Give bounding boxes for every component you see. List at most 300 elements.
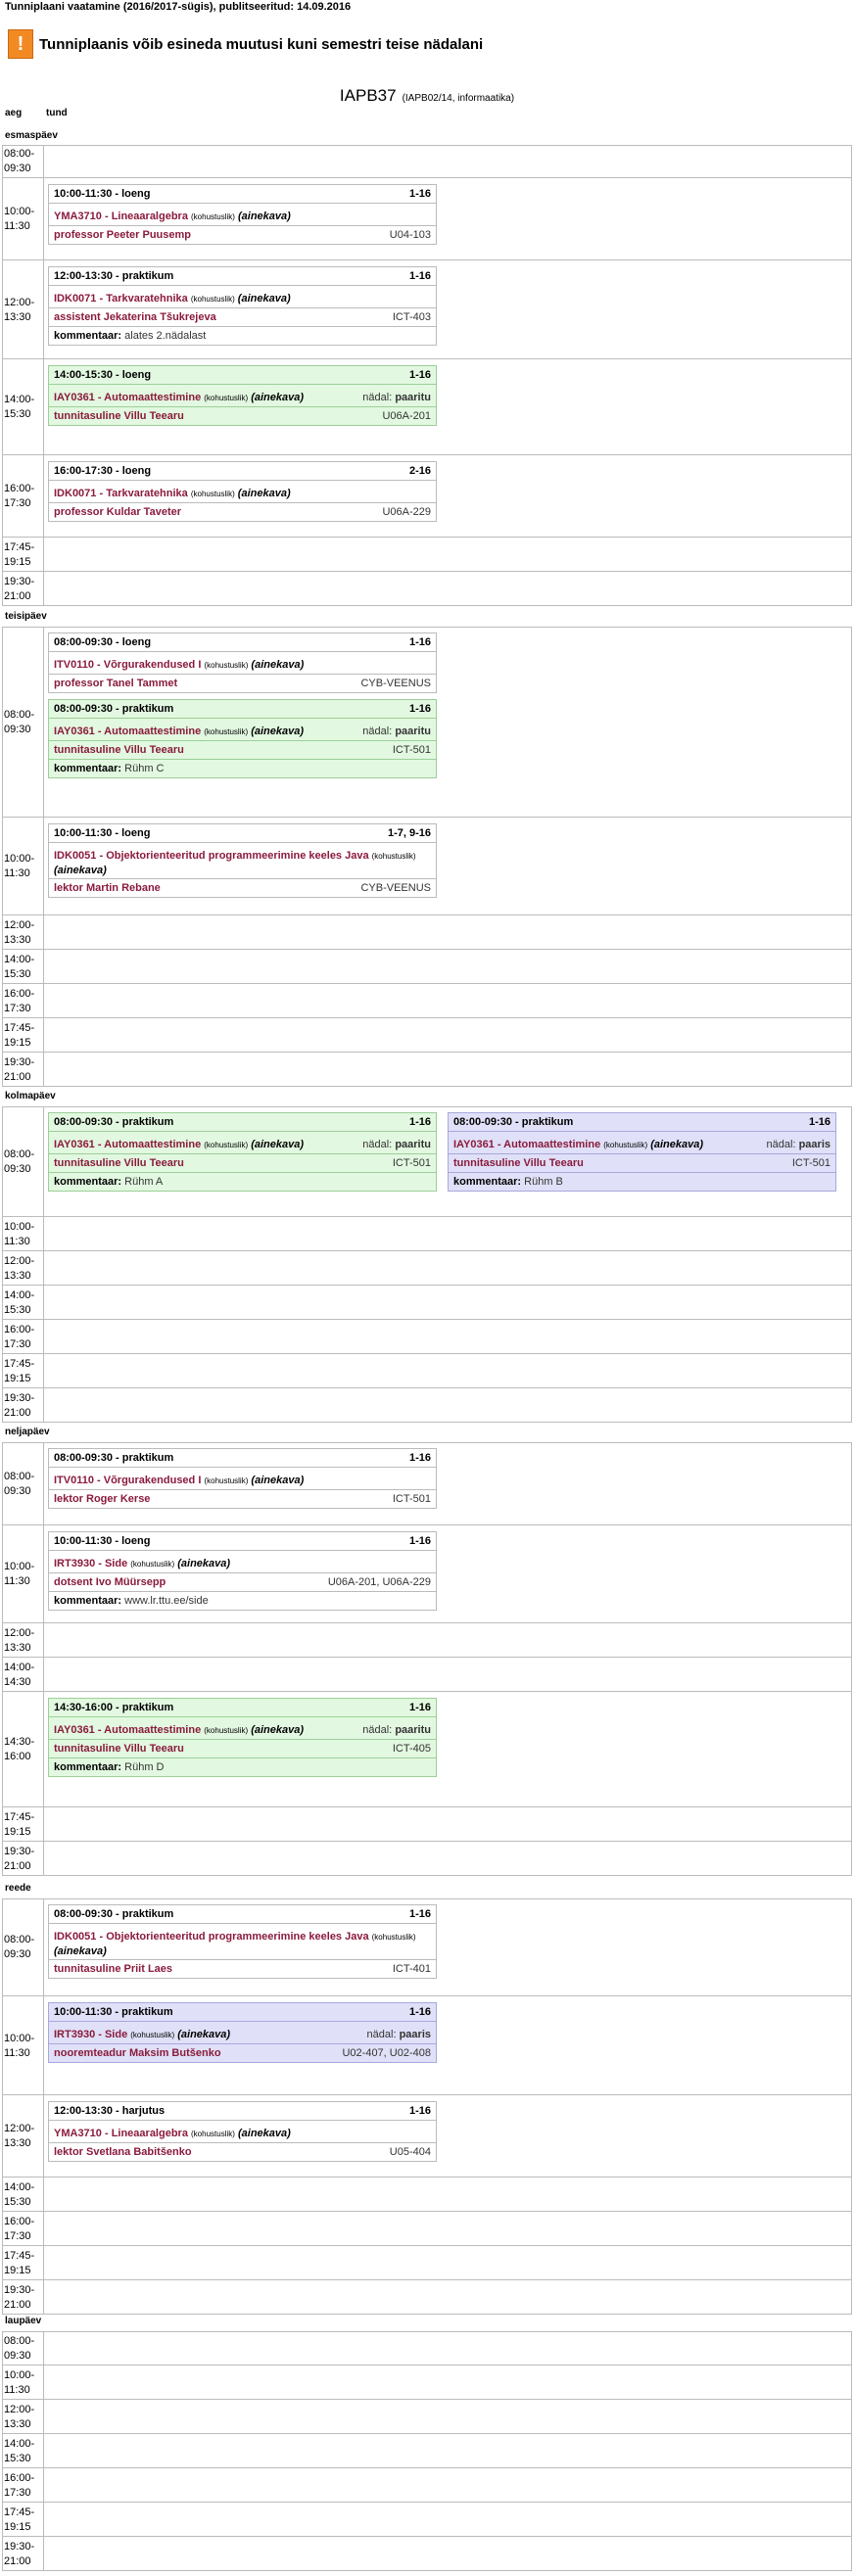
slot-time bbox=[4, 2212, 41, 2246]
slot-cell bbox=[43, 1658, 852, 1692]
lesson-teacher-row bbox=[49, 225, 436, 244]
slot-time bbox=[4, 1286, 41, 1320]
slot-cell bbox=[43, 950, 852, 984]
lesson-comment-row bbox=[49, 1172, 436, 1191]
slot-time bbox=[4, 145, 41, 178]
slot-time-text: 16:00- 17:30 bbox=[4, 2215, 35, 2242]
time-slot bbox=[2, 2331, 852, 2365]
obligatory-label: (kohustuslik) bbox=[130, 2031, 175, 2039]
slot-time bbox=[4, 1623, 41, 1658]
teacher-link[interactable]: assistent Jekaterina Tšukrejeva bbox=[54, 311, 216, 323]
day-label: esmaspäev bbox=[5, 130, 58, 141]
lesson-course-row bbox=[49, 2125, 436, 2142]
column-header-time: aeg bbox=[5, 108, 23, 118]
course-link[interactable]: IDK0051 - Objektorienteeritud programmeerimine keeles Java bbox=[54, 1931, 369, 1943]
teacher-link[interactable]: tunnitasuline Villu Teearu bbox=[54, 410, 184, 422]
slot-time bbox=[4, 915, 41, 950]
slot-cell bbox=[43, 1842, 852, 1876]
lesson-comment-row bbox=[49, 1757, 436, 1776]
slot-cell bbox=[43, 915, 852, 950]
room: U04-103 bbox=[389, 229, 431, 241]
time-slot bbox=[2, 1388, 852, 1423]
lesson-type: praktikum bbox=[121, 2006, 173, 2018]
lesson-time: 08:00-09:30 bbox=[453, 1116, 512, 1128]
lesson-time: 08:00-09:30 bbox=[54, 636, 113, 648]
teacher-link[interactable]: tunnitasuline Villu Teearu bbox=[54, 744, 184, 756]
comment-label: kommentaar: bbox=[54, 1595, 122, 1607]
separator: - bbox=[112, 2006, 122, 2018]
course-link[interactable]: YMA3710 - Lineaaralgebra bbox=[54, 2128, 188, 2139]
lesson-header bbox=[49, 1532, 436, 1550]
room: U05-404 bbox=[389, 2146, 431, 2158]
lesson-header bbox=[49, 2102, 436, 2120]
slot-cell bbox=[43, 2212, 852, 2246]
lesson-course-row bbox=[49, 1928, 436, 1959]
slot-time-text: 14:00- 15:30 bbox=[4, 953, 35, 980]
course-link[interactable]: ITV0110 - Võrgurakendused I bbox=[54, 659, 202, 671]
group-code: IAPB37 bbox=[339, 86, 397, 105]
room: U06A-201 bbox=[382, 410, 431, 422]
time-slot bbox=[2, 572, 852, 606]
week-label: nädal: bbox=[766, 1139, 796, 1150]
week-parity-value: paaritu bbox=[395, 726, 431, 737]
slot-time-text: 17:45- 19:15 bbox=[4, 1810, 35, 1838]
teacher-link[interactable]: professor Kuldar Taveter bbox=[54, 506, 182, 518]
comment-label: kommentaar: bbox=[54, 1761, 122, 1773]
lesson-card[interactable] bbox=[48, 823, 437, 898]
obligatory-label: (kohustuslik) bbox=[204, 1476, 249, 1485]
module-label: (ainekava) bbox=[251, 1724, 305, 1736]
course-link[interactable]: IRT3930 - Side bbox=[54, 2029, 128, 2040]
room: CYB-VEENUS bbox=[360, 882, 431, 894]
teacher-link[interactable]: tunnitasuline Priit Laes bbox=[54, 1963, 173, 1975]
module-label: (ainekava) bbox=[251, 1139, 305, 1150]
slot-time-text: 14:00- 15:30 bbox=[4, 394, 35, 420]
course-link[interactable]: IRT3930 - Side bbox=[54, 1558, 128, 1569]
time-slot bbox=[2, 2178, 852, 2212]
time-slot bbox=[2, 1354, 852, 1388]
lesson-card[interactable] bbox=[48, 365, 437, 426]
teacher-link[interactable]: tunnitasuline Villu Teearu bbox=[54, 1743, 184, 1755]
slot-cell bbox=[43, 1217, 852, 1251]
slot-time-text: 08:00- 09:30 bbox=[4, 708, 35, 735]
slot-time bbox=[4, 2095, 41, 2178]
slot-cell bbox=[43, 1320, 852, 1354]
lesson-time: 08:00-09:30 bbox=[54, 1908, 113, 1920]
warning-text: Tunniplaanis võib esineda muutusi kuni semestri teise nädalani bbox=[39, 35, 484, 53]
time-slot bbox=[2, 2400, 852, 2434]
course-link[interactable]: IDK0071 - Tarkvaratehnika bbox=[54, 488, 188, 499]
obligatory-label: (kohustuslik) bbox=[204, 1726, 249, 1735]
time-slot bbox=[2, 1217, 852, 1251]
time-slot bbox=[2, 984, 852, 1018]
lesson-weeks: 1-16 bbox=[408, 1452, 431, 1464]
lesson-time: 14:00-15:30 bbox=[54, 369, 113, 381]
time-slot bbox=[2, 2212, 852, 2246]
teacher-link[interactable]: tunnitasuline Villu Teearu bbox=[54, 1157, 184, 1169]
slot-time-text: 10:00- 11:30 bbox=[4, 1561, 35, 1587]
lesson-type: loeng bbox=[121, 827, 151, 839]
lesson-time: 10:00-11:30 bbox=[54, 188, 113, 200]
lesson-type: praktikum bbox=[121, 270, 174, 282]
lesson-time: 10:00-11:30 bbox=[54, 2006, 113, 2018]
slot-time bbox=[4, 572, 41, 606]
separator: - bbox=[112, 827, 122, 839]
lesson-header bbox=[49, 1113, 436, 1131]
slot-cell bbox=[43, 2331, 852, 2365]
comment-label: kommentaar: bbox=[54, 1176, 122, 1188]
lesson-type: loeng bbox=[121, 369, 152, 381]
group-title bbox=[0, 86, 854, 106]
slot-time bbox=[4, 2331, 41, 2365]
slot-time-text: 08:00- 09:30 bbox=[4, 1147, 35, 1175]
lesson-card[interactable] bbox=[48, 699, 437, 778]
slot-time-text: 10:00- 11:30 bbox=[4, 2032, 35, 2059]
module-label: (ainekava) bbox=[237, 2128, 291, 2139]
slot-cell bbox=[43, 1053, 852, 1087]
time-slot bbox=[2, 1842, 852, 1876]
lesson-card[interactable] bbox=[48, 1904, 437, 1979]
separator: - bbox=[112, 188, 122, 200]
comment-value: Rühm A bbox=[124, 1176, 164, 1188]
room: ICT-501 bbox=[392, 1493, 431, 1505]
slot-time bbox=[4, 2503, 41, 2537]
obligatory-label: (kohustuslik) bbox=[204, 394, 249, 402]
lesson-time: 10:00-11:30 bbox=[54, 1535, 113, 1547]
slot-cell bbox=[43, 538, 852, 572]
lesson-header bbox=[449, 1113, 835, 1131]
module-label: (ainekava) bbox=[237, 211, 291, 222]
lesson-teacher-row bbox=[49, 2142, 436, 2161]
lesson-time: 16:00-17:30 bbox=[54, 465, 113, 477]
room: CYB-VEENUS bbox=[360, 678, 431, 689]
time-slot bbox=[2, 2280, 852, 2315]
week-parity-value: paaris bbox=[399, 2029, 431, 2040]
module-label: (ainekava) bbox=[251, 1475, 305, 1486]
lesson-teacher-row bbox=[49, 674, 436, 692]
slot-cell bbox=[43, 2178, 852, 2212]
day-label: teisipäev bbox=[5, 611, 47, 622]
lesson-type: loeng bbox=[121, 188, 151, 200]
slot-time bbox=[4, 1251, 41, 1286]
slot-time-text: 17:45- 19:15 bbox=[4, 540, 35, 568]
slot-cell bbox=[43, 1251, 852, 1286]
lesson-teacher-row bbox=[49, 502, 436, 521]
separator: - bbox=[112, 369, 122, 381]
lesson-type: praktikum bbox=[121, 1702, 174, 1713]
obligatory-label: (kohustuslik) bbox=[130, 1560, 175, 1569]
slot-time bbox=[4, 359, 41, 455]
time-slot bbox=[2, 1658, 852, 1692]
lesson-weeks: 1-16 bbox=[408, 2006, 431, 2018]
slot-cell bbox=[43, 1807, 852, 1842]
time-slot bbox=[2, 2365, 852, 2400]
separator: - bbox=[112, 1116, 122, 1128]
lesson-time: 10:00-11:30 bbox=[54, 827, 113, 839]
lesson-teacher-row bbox=[449, 1153, 835, 1172]
lesson-teacher-row bbox=[49, 1739, 436, 1757]
lesson-card[interactable] bbox=[448, 1112, 836, 1192]
lesson-type: praktikum bbox=[121, 1452, 174, 1464]
week-label: nädal: bbox=[362, 1724, 393, 1736]
course-link[interactable]: IAY0361 - Automaattestimine bbox=[54, 392, 202, 403]
slot-time bbox=[4, 1354, 41, 1388]
comment-value: www.lr.ttu.ee/side bbox=[124, 1595, 209, 1607]
lesson-teacher-row bbox=[49, 1572, 436, 1591]
lesson-course-row bbox=[449, 1136, 835, 1153]
lesson-card[interactable] bbox=[48, 2002, 437, 2063]
time-slot bbox=[2, 1623, 852, 1658]
slot-time bbox=[4, 2537, 41, 2571]
lesson-course-row bbox=[49, 847, 436, 878]
slot-time-text: 08:00- 09:30 bbox=[4, 1934, 35, 1960]
module-label: (ainekava) bbox=[54, 865, 107, 876]
slot-cell bbox=[43, 2365, 852, 2400]
lesson-type: loeng bbox=[121, 465, 152, 477]
time-slot bbox=[2, 2537, 852, 2571]
comment-value: Rühm C bbox=[124, 763, 165, 774]
slot-time-text: 17:45- 19:15 bbox=[4, 2249, 35, 2276]
lesson-course-row bbox=[49, 290, 436, 307]
slot-time bbox=[4, 1106, 41, 1217]
module-label: (ainekava) bbox=[54, 1945, 107, 1957]
course-link[interactable]: IDK0051 - Objektorienteeritud programmeerimine keeles Java bbox=[54, 850, 369, 862]
time-slot bbox=[2, 1018, 852, 1053]
time-slot bbox=[2, 1320, 852, 1354]
lesson-card[interactable] bbox=[48, 1698, 437, 1777]
separator: - bbox=[112, 636, 122, 648]
slot-cell bbox=[43, 2468, 852, 2503]
lesson-course-row bbox=[49, 389, 436, 406]
slot-cell bbox=[43, 2537, 852, 2571]
course-link[interactable]: IAY0361 - Automaattestimine bbox=[54, 1724, 202, 1736]
comment-value: Rühm D bbox=[124, 1761, 165, 1773]
lesson-time: 08:00-09:30 bbox=[54, 1452, 113, 1464]
slot-time bbox=[4, 1525, 41, 1623]
lesson-teacher-row bbox=[49, 1959, 436, 1978]
lesson-teacher-row bbox=[49, 1153, 436, 1172]
slot-time bbox=[4, 950, 41, 984]
time-slot bbox=[2, 145, 852, 178]
page-header: Tunniplaani vaatamine (2016/2017-sügis), publitseeritud: 14.09.2016 bbox=[5, 1, 352, 13]
room: U06A-229 bbox=[382, 506, 431, 518]
course-link[interactable]: IAY0361 - Automaattestimine bbox=[54, 726, 202, 737]
slot-time-text: 14:00- 15:30 bbox=[4, 2437, 35, 2464]
slot-time-text: 19:30- 21:00 bbox=[4, 2283, 35, 2311]
slot-cell bbox=[43, 2246, 852, 2280]
time-slot bbox=[2, 1807, 852, 1842]
day-label: laupäev bbox=[5, 2316, 42, 2326]
course-link[interactable]: IDK0071 - Tarkvaratehnika bbox=[54, 293, 188, 304]
slot-time-text: 19:30- 21:00 bbox=[4, 1391, 35, 1419]
day-label: kolmapäev bbox=[5, 1091, 56, 1101]
lesson-course-row bbox=[49, 1555, 436, 1572]
lesson-card[interactable] bbox=[48, 632, 437, 693]
slot-cell bbox=[43, 1286, 852, 1320]
obligatory-label: (kohustuslik) bbox=[204, 1141, 249, 1149]
lesson-card[interactable] bbox=[48, 1448, 437, 1509]
slot-time bbox=[4, 2178, 41, 2212]
slot-time-text: 19:30- 21:00 bbox=[4, 575, 35, 602]
lesson-course-row bbox=[49, 656, 436, 674]
slot-cell bbox=[43, 1388, 852, 1423]
slot-time bbox=[4, 818, 41, 915]
comment-label: kommentaar: bbox=[54, 330, 122, 342]
module-label: (ainekava) bbox=[650, 1139, 704, 1150]
teacher-link[interactable]: dotsent Ivo Müürsepp bbox=[54, 1576, 166, 1588]
lesson-header bbox=[49, 366, 436, 384]
lesson-type: praktikum bbox=[121, 703, 174, 715]
obligatory-label: (kohustuslik) bbox=[204, 727, 249, 736]
lesson-weeks: 2-16 bbox=[408, 465, 431, 477]
module-label: (ainekava) bbox=[177, 1558, 231, 1569]
lesson-comment-row bbox=[49, 759, 436, 777]
teacher-link[interactable]: nooremteadur Maksim Butšenko bbox=[54, 2047, 221, 2059]
lesson-time: 08:00-09:30 bbox=[54, 1116, 113, 1128]
lesson-type: praktikum bbox=[521, 1116, 574, 1128]
lesson-course-row bbox=[49, 723, 436, 740]
slot-time-text: 16:00- 17:30 bbox=[4, 483, 35, 509]
lesson-teacher-row bbox=[49, 406, 436, 425]
teacher-link[interactable]: tunnitasuline Villu Teearu bbox=[453, 1157, 584, 1169]
room: ICT-501 bbox=[791, 1157, 830, 1169]
lesson-card[interactable] bbox=[48, 1112, 437, 1192]
module-label: (ainekava) bbox=[251, 392, 305, 403]
week-parity bbox=[767, 1136, 830, 1153]
slot-time bbox=[4, 178, 41, 260]
room: U02-407, U02-408 bbox=[342, 2047, 431, 2059]
lesson-header bbox=[49, 185, 436, 203]
lesson-weeks: 1-16 bbox=[408, 1535, 431, 1547]
slot-time-text: 10:00- 11:30 bbox=[4, 2368, 35, 2396]
module-label: (ainekava) bbox=[177, 2029, 231, 2040]
teacher-link[interactable]: professor Peeter Puusemp bbox=[54, 229, 191, 241]
lesson-type: harjutus bbox=[121, 2105, 166, 2117]
week-label: nädal: bbox=[362, 726, 393, 737]
lesson-course-row bbox=[49, 1472, 436, 1489]
obligatory-label: (kohustuslik) bbox=[191, 212, 235, 221]
lesson-header bbox=[49, 267, 436, 285]
slot-time bbox=[4, 1692, 41, 1807]
room: ICT-405 bbox=[392, 1743, 431, 1755]
teacher-link[interactable]: lektor Roger Kerse bbox=[54, 1493, 151, 1505]
week-label: nädal: bbox=[362, 1139, 393, 1150]
slot-time bbox=[4, 1996, 41, 2095]
slot-time-text: 14:00- 14:30 bbox=[4, 1661, 35, 1688]
slot-time bbox=[4, 2365, 41, 2400]
lesson-weeks: 1-16 bbox=[808, 1116, 830, 1128]
obligatory-label: (kohustuslik) bbox=[371, 852, 416, 861]
slot-time-text: 08:00- 09:30 bbox=[4, 2334, 35, 2362]
slot-cell bbox=[43, 2280, 852, 2315]
lesson-header bbox=[49, 1699, 436, 1716]
lesson-card[interactable] bbox=[48, 461, 437, 522]
module-label: (ainekava) bbox=[251, 659, 305, 671]
lesson-weeks: 1-16 bbox=[408, 1908, 431, 1920]
obligatory-label: (kohustuslik) bbox=[204, 661, 249, 670]
separator: - bbox=[112, 2105, 122, 2117]
room: U06A-201, U06A-229 bbox=[327, 1576, 431, 1588]
week-parity bbox=[362, 1721, 431, 1739]
slot-time bbox=[4, 2434, 41, 2468]
slot-time-text: 19:30- 21:00 bbox=[4, 1055, 35, 1083]
warning-icon: ! bbox=[8, 29, 33, 59]
lesson-teacher-row bbox=[49, 307, 436, 326]
lesson-course-row bbox=[49, 208, 436, 225]
slot-time bbox=[4, 1388, 41, 1423]
slot-time bbox=[4, 260, 41, 359]
lesson-course-row bbox=[49, 2026, 436, 2043]
slot-time-text: 16:00- 17:30 bbox=[4, 1323, 35, 1350]
time-slot bbox=[2, 1251, 852, 1286]
day-label: reede bbox=[5, 1883, 31, 1894]
slot-cell bbox=[43, 1623, 852, 1658]
separator: - bbox=[511, 1116, 522, 1128]
lesson-weeks: 1-16 bbox=[408, 703, 431, 715]
lesson-time: 12:00-13:30 bbox=[54, 270, 113, 282]
slot-time-text: 16:00- 17:30 bbox=[4, 987, 35, 1014]
slot-time-text: 10:00- 11:30 bbox=[4, 1220, 35, 1247]
slot-time bbox=[4, 2280, 41, 2315]
slot-cell bbox=[43, 984, 852, 1018]
lesson-card[interactable] bbox=[48, 2101, 437, 2162]
slot-time bbox=[4, 1018, 41, 1053]
lesson-card[interactable] bbox=[48, 266, 437, 346]
room: ICT-403 bbox=[392, 311, 431, 323]
lesson-header bbox=[49, 824, 436, 842]
slot-time-text: 12:00- 13:30 bbox=[4, 2123, 35, 2149]
course-link[interactable]: ITV0110 - Võrgurakendused I bbox=[54, 1475, 202, 1486]
lesson-card[interactable] bbox=[48, 184, 437, 245]
week-parity-value: paaritu bbox=[395, 1724, 431, 1736]
time-slot bbox=[2, 1286, 852, 1320]
week-label: nädal: bbox=[366, 2029, 397, 2040]
teacher-link[interactable]: professor Tanel Tammet bbox=[54, 678, 178, 689]
slot-time-text: 08:00- 09:30 bbox=[4, 1470, 35, 1497]
slot-time bbox=[4, 627, 41, 818]
lesson-weeks: 1-7, 9-16 bbox=[387, 827, 431, 839]
time-slot bbox=[2, 2246, 852, 2280]
course-link[interactable]: YMA3710 - Lineaaralgebra bbox=[54, 211, 188, 222]
lesson-weeks: 1-16 bbox=[408, 270, 431, 282]
module-label: (ainekava) bbox=[237, 488, 291, 499]
course-link[interactable]: IAY0361 - Automaattestimine bbox=[453, 1139, 601, 1150]
slot-time bbox=[4, 2246, 41, 2280]
column-header-lesson: tund bbox=[46, 108, 68, 118]
slot-time bbox=[4, 1898, 41, 1996]
week-parity bbox=[362, 723, 431, 740]
lesson-header bbox=[49, 633, 436, 651]
slot-time-text: 17:45- 19:15 bbox=[4, 2506, 35, 2533]
room: ICT-501 bbox=[392, 744, 431, 756]
lesson-course-row bbox=[49, 1721, 436, 1739]
teacher-link[interactable]: lektor Svetlana Babitšenko bbox=[54, 2146, 192, 2158]
lesson-comment-row bbox=[449, 1172, 835, 1191]
separator: - bbox=[112, 270, 122, 282]
lesson-comment-row bbox=[49, 326, 436, 345]
lesson-header bbox=[49, 700, 436, 718]
course-link[interactable]: IAY0361 - Automaattestimine bbox=[54, 1139, 202, 1150]
slot-time bbox=[4, 1658, 41, 1692]
slot-cell bbox=[43, 1018, 852, 1053]
lesson-card[interactable] bbox=[48, 1531, 437, 1611]
comment-value: Rühm B bbox=[524, 1176, 563, 1188]
obligatory-label: (kohustuslik) bbox=[190, 490, 235, 498]
room: ICT-501 bbox=[392, 1157, 431, 1169]
lesson-course-row bbox=[49, 485, 436, 502]
teacher-link[interactable]: lektor Martin Rebane bbox=[54, 882, 161, 894]
slot-time-text: 12:00- 13:30 bbox=[4, 1626, 35, 1654]
